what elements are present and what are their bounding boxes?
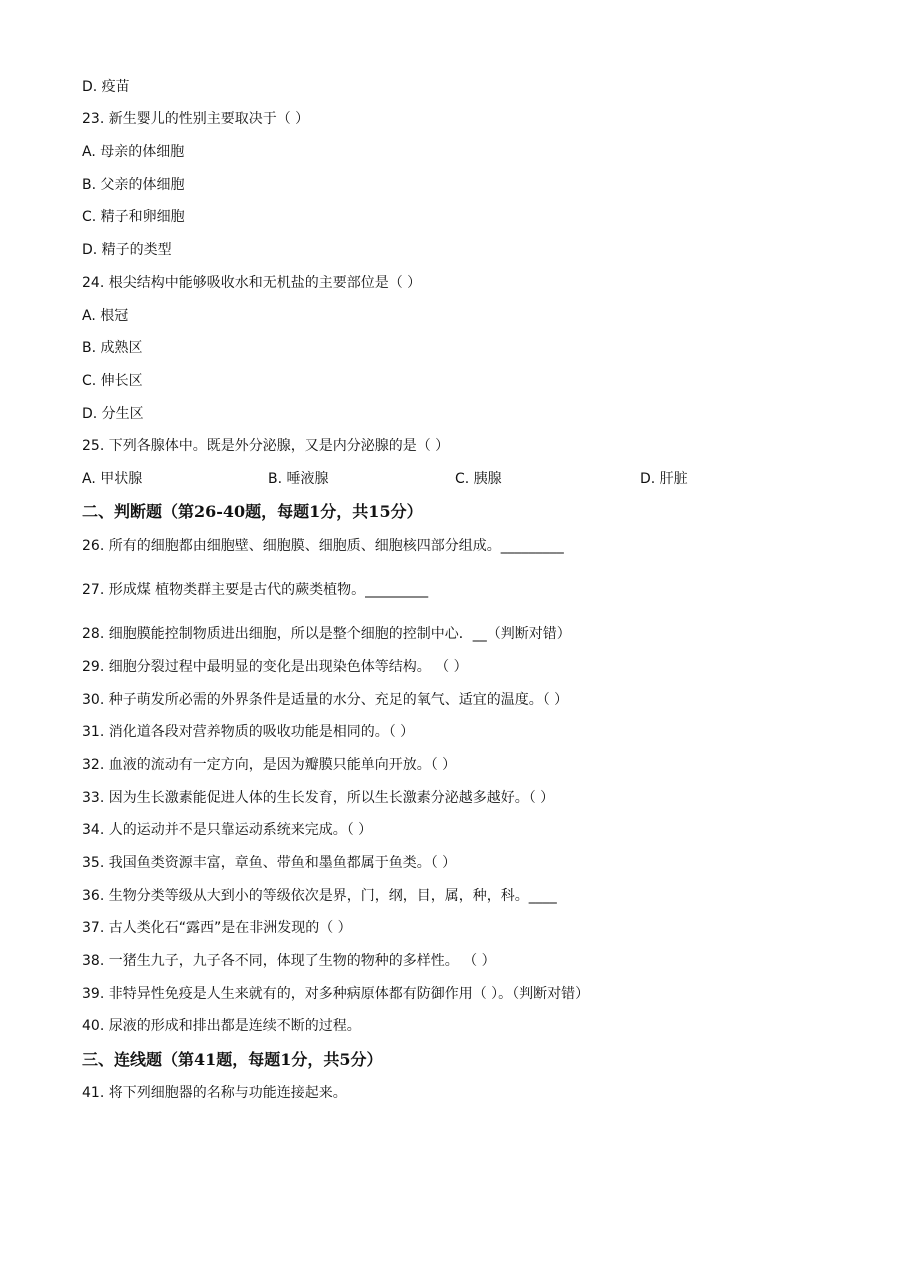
q30: 30. 种子萌发所必需的外界条件是适量的水分、充足的氧气、适宜的温度。（ ）: [82, 692, 569, 708]
section-3-title: 三、连线题（第41题，每题1分，共5分）: [82, 1050, 383, 1069]
q27: 27. 形成煤 植物类群主要是古代的蕨类植物。_________: [82, 582, 429, 598]
q25-option-d: D. 肝脏: [640, 471, 688, 487]
q24-stem: 24. 根尖结构中能够吸收水和无机盐的主要部位是（ ）: [82, 275, 422, 291]
q36: 36. 生物分类等级从大到小的等级依次是界，门，纲，目，属，种，科。____: [82, 888, 557, 904]
q25-option-a: A. 甲状腺: [82, 471, 143, 487]
q28: 28. 细胞膜能控制物质进出细胞，所以是整个细胞的控制中心．__（判断对错）: [82, 626, 571, 642]
q33: 33. 因为生长激素能促进人体的生长发育，所以生长激素分泌越多越好。（ ）: [82, 790, 555, 806]
q25-option-b: B. 唾液腺: [268, 471, 329, 487]
q39: 39. 非特异性免疫是人生来就有的，对多种病原体都有防御作用（ ）。（判断对错）: [82, 986, 590, 1002]
q38: 38. 一猪生九子，九子各不同，体现了生物的物种的多样性。 （ ）: [82, 953, 496, 969]
q34: 34. 人的运动并不是只靠运动系统来完成。（ ）: [82, 822, 373, 838]
section-2-title: 二、判断题（第26-40题，每题1分，共15分）: [82, 502, 423, 521]
q25-stem: 25. 下列各腺体中。既是外分泌腺，又是内分泌腺的是（ ）: [82, 438, 450, 454]
q35: 35. 我国鱼类资源丰富，章鱼、带鱼和墨鱼都属于鱼类。（ ）: [82, 855, 457, 871]
q22-option-d: D. 疫苗: [82, 79, 130, 95]
q24-option-c: C. 伸长区: [82, 373, 143, 389]
q32: 32. 血液的流动有一定方向，是因为瓣膜只能单向开放。（ ）: [82, 757, 457, 773]
q37: 37. 古人类化石“露西”是在非洲发现的（ ）: [82, 920, 352, 936]
q23-option-d: D. 精子的类型: [82, 242, 172, 258]
q24-option-a: A. 根冠: [82, 308, 129, 324]
q31: 31. 消化道各段对营养物质的吸收功能是相同的。（ ）: [82, 724, 415, 740]
q24-option-d: D. 分生区: [82, 406, 144, 422]
q23-stem: 23. 新生婴儿的性别主要取决于（ ）: [82, 111, 310, 127]
q24-option-b: B. 成熟区: [82, 340, 143, 356]
q41: 41. 将下列细胞器的名称与功能连接起来。: [82, 1085, 347, 1101]
q26: 26. 所有的细胞都由细胞壁、细胞膜、细胞质、细胞核四部分组成。_________: [82, 538, 564, 554]
q40: 40. 尿液的形成和排出都是连续不断的过程。: [82, 1018, 361, 1034]
q29: 29. 细胞分裂过程中最明显的变化是出现染色体等结构。 （ ）: [82, 659, 468, 675]
q23-option-b: B. 父亲的体细胞: [82, 177, 185, 193]
q23-option-c: C. 精子和卵细胞: [82, 209, 185, 225]
q23-option-a: A. 母亲的体细胞: [82, 144, 185, 160]
q25-option-c: C. 胰腺: [455, 471, 502, 487]
